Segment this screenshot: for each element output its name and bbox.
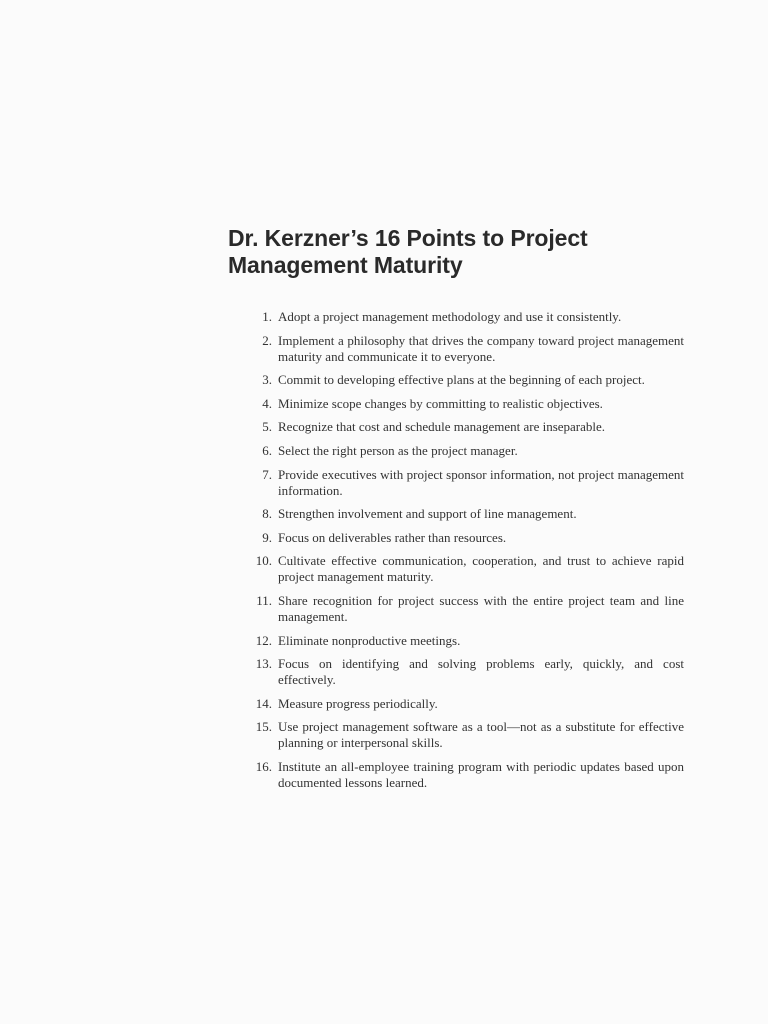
item-text: Share recognition for project success with the entire project team and line management. xyxy=(278,592,684,624)
item-number: 5. xyxy=(262,419,272,435)
list-item xyxy=(250,419,684,435)
list-item xyxy=(250,656,684,688)
item-text: Minimize scope changes by committing to realistic objectives. xyxy=(278,395,603,411)
item-number: 16. xyxy=(255,758,272,774)
item-text: Cultivate effective communication, cooperation, and trust to achieve rapid project management maturity. xyxy=(278,553,684,585)
list-item xyxy=(250,467,684,499)
list-item xyxy=(250,696,684,712)
item-number: 4. xyxy=(262,395,272,411)
list-item xyxy=(250,719,684,751)
item-text: Adopt a project management methodology and use it consistently. xyxy=(278,309,622,324)
item-number: 8. xyxy=(262,506,272,522)
item-number: 3. xyxy=(262,372,272,388)
list-item xyxy=(250,309,684,325)
list-item xyxy=(250,396,684,412)
item-text: Use project management software as a tool—not as a substitute for effective planning or interpersonal skills. xyxy=(278,719,684,751)
list-item xyxy=(250,759,684,791)
points-list xyxy=(250,309,684,799)
item-number: 1. xyxy=(262,309,272,324)
item-number: 14. xyxy=(255,695,272,711)
list-item xyxy=(250,333,684,365)
item-number: 15. xyxy=(255,719,272,735)
list-item xyxy=(250,553,684,585)
item-number: 2. xyxy=(262,332,272,348)
item-number: 7. xyxy=(262,466,272,482)
page-title xyxy=(228,225,698,279)
item-text: Focus on deliverables rather than resources. xyxy=(278,529,507,545)
list-item xyxy=(250,633,684,649)
title-line-1: Dr. Kerzner’s 16 Points to Project xyxy=(228,225,588,251)
list-item xyxy=(250,506,684,522)
item-text: Strengthen involvement and support of line management. xyxy=(278,506,577,522)
list-item xyxy=(250,593,684,625)
item-text: Recognize that cost and schedule management are inseparable. xyxy=(278,419,606,435)
item-text: Measure progress periodically. xyxy=(278,695,438,711)
item-text: Implement a philosophy that drives the company toward project management maturity and communicate it to everyone. xyxy=(278,332,684,364)
item-text: Institute an all-employee training program with periodic updates based upon documented lessons learned. xyxy=(278,758,684,790)
item-text: Eliminate nonproductive meetings. xyxy=(278,632,461,648)
item-text: Commit to developing effective plans at the beginning of each project. xyxy=(278,372,645,388)
item-text: Select the right person as the project manager. xyxy=(278,442,518,458)
list-item xyxy=(250,443,684,459)
item-number: 12. xyxy=(255,632,272,648)
list-item xyxy=(250,530,684,546)
list-item xyxy=(250,372,684,388)
item-text: Provide executives with project sponsor information, not project management information. xyxy=(278,466,684,498)
item-number: 6. xyxy=(262,442,272,458)
item-number: 11. xyxy=(256,592,272,608)
item-number: 9. xyxy=(262,529,272,545)
title-line-2: Management Maturity xyxy=(228,252,463,278)
item-number: 13. xyxy=(255,656,272,672)
item-number: 10. xyxy=(255,553,272,569)
item-text: Focus on identifying and solving problems early, quickly, and cost effectively. xyxy=(278,656,684,688)
